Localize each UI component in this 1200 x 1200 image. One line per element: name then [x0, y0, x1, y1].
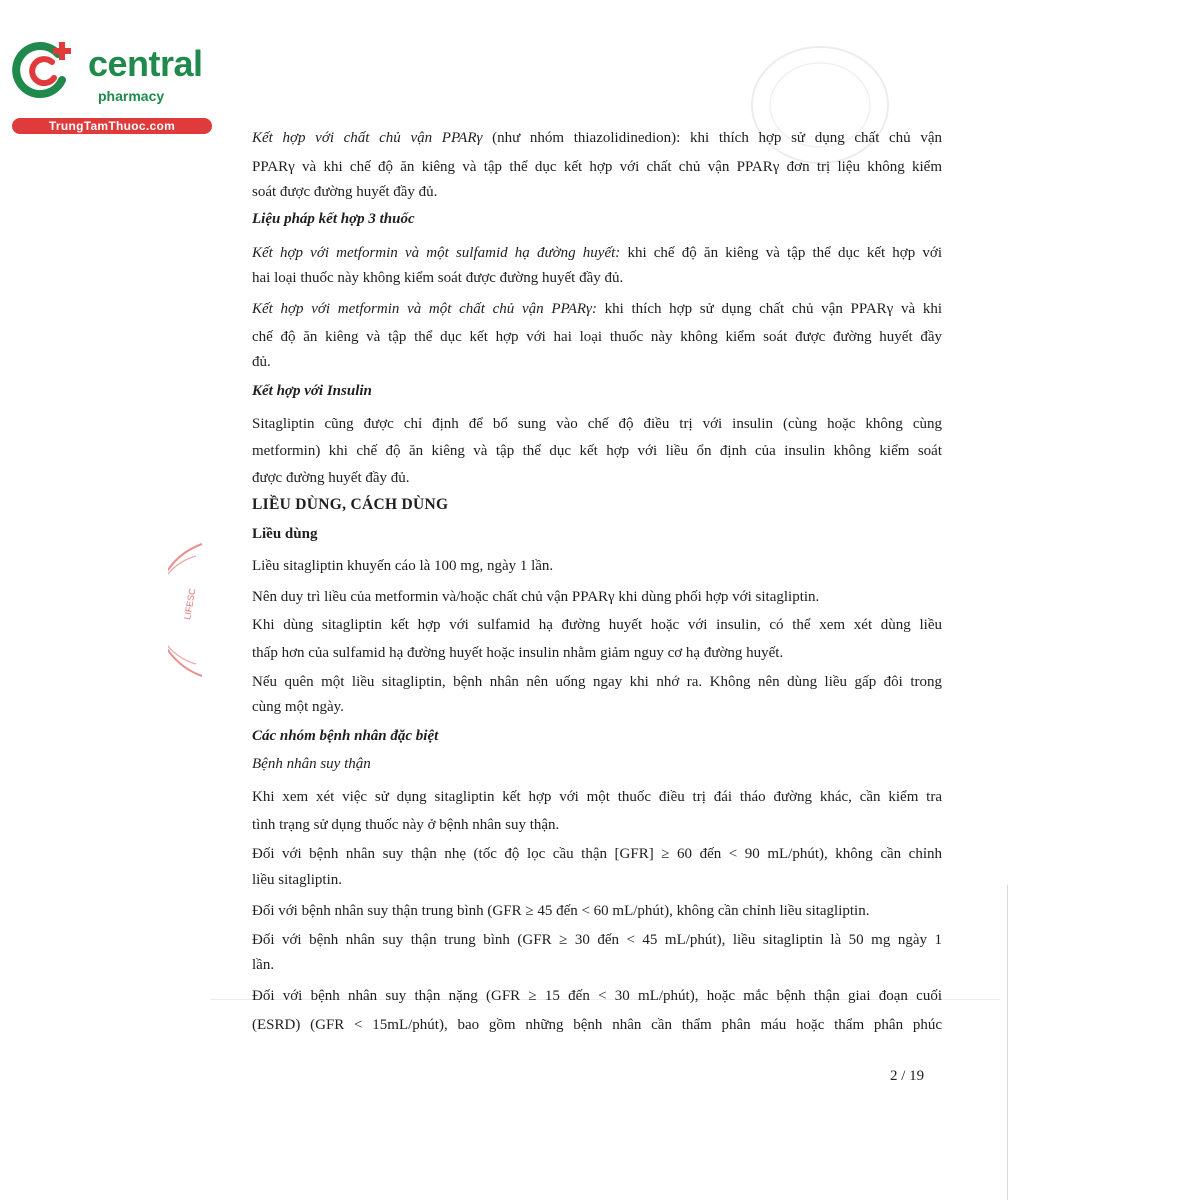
text-run: liều sitagliptin. [252, 872, 342, 888]
text-line [252, 414, 942, 434]
text-run: Khi xem xét việc sử dụng sitagliptin kết hợp với một thuốc điều trị đái tháo đường khác, cần kiểm tra [252, 789, 942, 805]
text-run: đủ. [252, 354, 271, 370]
text-line [252, 754, 942, 774]
text-run: tình trạng sử dụng thuốc này ở bệnh nhân suy thận. [252, 817, 560, 833]
text-run: khi chế độ ăn kiêng và tập thể dục kết hợp với [620, 245, 942, 261]
text-run: khi thích hợp sử dụng chất chủ vận PPARγ và khi [596, 301, 942, 317]
text-line [252, 643, 942, 663]
text-run: Đối với bệnh nhân suy thận nhẹ (tốc độ lọc cầu thận [GFR] ≥ 60 đến < 90 mL/phút), không cần chỉnh [252, 846, 942, 862]
text-run: Khi dùng sitagliptin kết hợp với sulfamid hạ đường huyết hoặc với insulin, có thể xem xét dùng liều [252, 617, 942, 633]
text-run: cùng một ngày. [252, 699, 344, 715]
text-run: Liều sitagliptin khuyến cáo là 100 mg, ngày 1 lần. [252, 558, 554, 574]
text-run: hai loại thuốc này không kiểm soát được đường huyết đầy đủ. [252, 270, 624, 286]
text-run: Đối với bệnh nhân suy thận trung bình (GFR ≥ 30 đến < 45 mL/phút), liều sitagliptin là 50 mg ngày 1 [252, 932, 942, 948]
subheading: Các nhóm bệnh nhân đặc biệt [252, 728, 439, 744]
text-line [252, 381, 942, 401]
subheading: Liều dùng [252, 526, 318, 542]
text-line [252, 844, 942, 864]
text-run: Kết hợp với metformin và một chất chủ vận PPARγ: [252, 301, 597, 317]
text-line [252, 930, 942, 950]
text-line [252, 441, 942, 461]
text-line [252, 901, 942, 921]
text-run: Sitagliptin cũng được chỉ định để bổ sung vào chế độ điều trị với insulin (cùng hoặc không cùng [252, 416, 942, 432]
text-run: Bệnh nhân suy thận [252, 756, 371, 772]
text-run: soát được đường huyết đầy đủ. [252, 184, 438, 200]
text-run: metformin) khi chế độ ăn kiêng và tập thể dục kết hợp với liều ổn định của insulin không kiểm soát [252, 443, 942, 459]
text-line [252, 182, 942, 202]
red-stamp-left [168, 540, 208, 680]
seal-icon [168, 540, 208, 680]
text-run: (ESRD) (GFR < 15mL/phút), bao gồm những bệnh nhân cần thẩm phân máu hoặc thẩm phân phúc [252, 1017, 942, 1033]
text-run: Nên duy trì liều của metformin và/hoặc chất chủ vận PPARγ khi dùng phối hợp với sitagliptin. [252, 589, 820, 605]
text-line [252, 672, 942, 692]
text-run: Nếu quên một liều sitagliptin, bệnh nhân nên uống ngay khi nhớ ra. Không nên dùng liều gấp đôi trong [252, 674, 942, 690]
text-line [252, 157, 942, 177]
faint-stamp-top [745, 40, 895, 170]
text-run: Kết hợp với metformin và một sulfamid hạ đường huyết: [252, 245, 621, 261]
text-line [252, 615, 942, 635]
text-run: Đối với bệnh nhân suy thận trung bình (GFR ≥ 45 đến < 60 mL/phút), không cần chỉnh liều sitagliptin. [252, 903, 870, 919]
brand-website[interactable]: TrungTamThuoc.com [12, 118, 212, 134]
text-run: Kết hợp với chất chủ vận PPARγ [252, 130, 483, 146]
pharmacy-cross-logo-icon [12, 40, 72, 100]
text-line [252, 495, 942, 515]
text-line [252, 268, 942, 288]
text-line [252, 955, 942, 975]
text-line [252, 209, 942, 229]
text-run: được đường huyết đầy đủ. [252, 470, 410, 486]
text-line [252, 986, 942, 1006]
text-line [252, 299, 942, 319]
text-line [252, 815, 942, 835]
brand-subtitle: pharmacy [98, 88, 165, 104]
text-line [252, 524, 942, 544]
brand-name: central [88, 43, 203, 84]
brand-logo[interactable] [10, 38, 215, 138]
text-line [252, 587, 942, 607]
text-line [252, 352, 942, 372]
text-run: lần. [252, 957, 275, 973]
stamp-text: LIFESC [182, 587, 198, 621]
text-run: (như nhóm thiazolidinedion): khi thích hợp sử dụng chất chủ vận [482, 130, 943, 146]
text-line [252, 726, 942, 746]
text-run: Đối với bệnh nhân suy thận nặng (GFR ≥ 15 đến < 30 mL/phút), hoặc mắc bệnh thận giai đoạn cuối [252, 988, 942, 1004]
text-line [252, 697, 942, 717]
text-line [252, 1015, 942, 1035]
text-line [252, 556, 942, 576]
text-line [252, 128, 942, 148]
text-line [252, 787, 942, 807]
text-run: chế độ ăn kiêng và tập thể dục kết hợp với hai loại thuốc này không kiểm soát được đường huyết đầy [252, 329, 942, 345]
text-line [252, 468, 942, 488]
section-heading: LIỀU DÙNG, CÁCH DÙNG [252, 496, 449, 513]
text-line [252, 870, 942, 890]
text-run: thấp hơn của sulfamid hạ đường huyết hoặc insulin nhằm giảm nguy cơ hạ đường huyết. [252, 645, 784, 661]
text-run: PPARγ và khi chế độ ăn kiêng và tập thể dục kết hợp với chất chủ vận PPARγ đơn trị liệu không kiểm [252, 159, 942, 175]
page-number: 2 / 19 [890, 1068, 925, 1084]
text-line [252, 243, 942, 263]
subheading: Liệu pháp kết hợp 3 thuốc [252, 211, 415, 227]
text-line [252, 327, 942, 347]
subheading: Kết hợp với Insulin [252, 383, 372, 399]
scan-line-right [1007, 885, 1008, 1200]
